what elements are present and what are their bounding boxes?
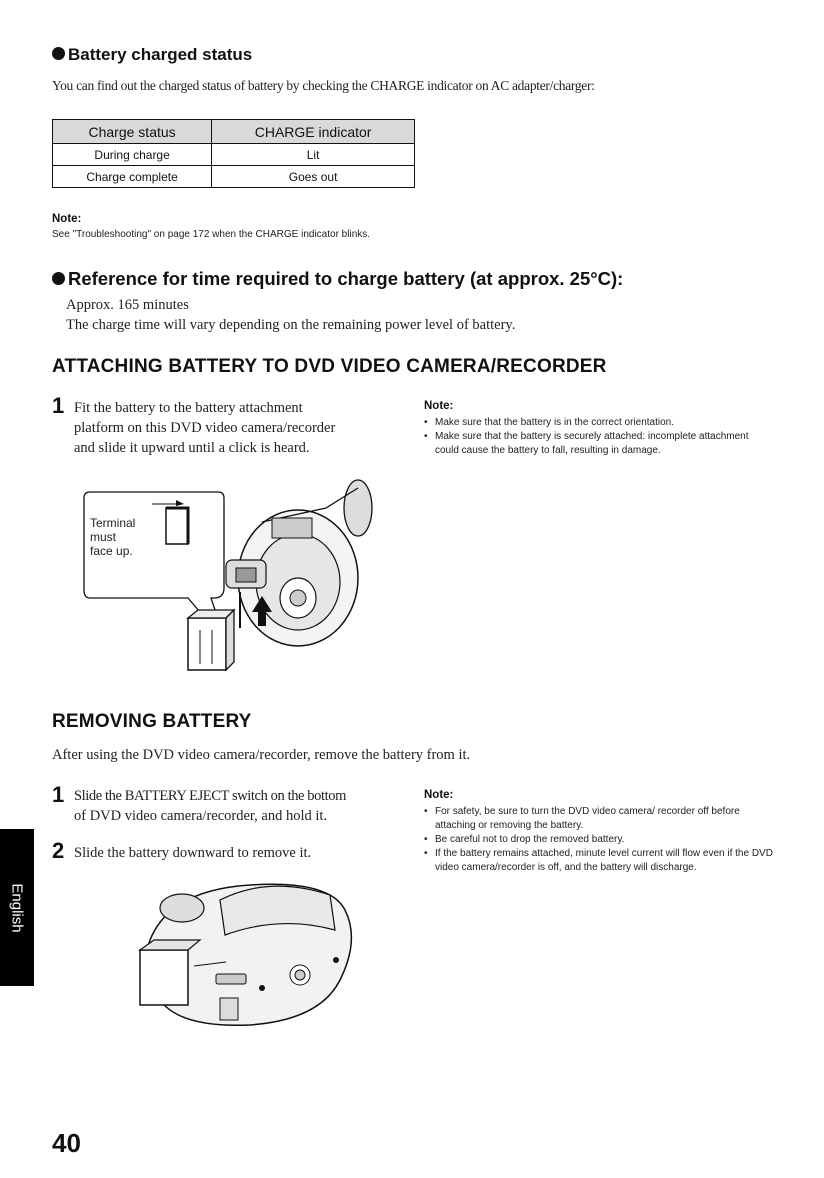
step-number: 1	[52, 393, 65, 418]
text-line: platform on this DVD video camera/recorder	[74, 420, 336, 436]
list-item: • Be careful not to drop the removed battery.	[424, 833, 779, 847]
charge-status-table	[52, 119, 415, 188]
section-title-charged: Battery charged status	[52, 45, 252, 65]
remove-step2-text: Slide the battery downward to remove it.	[74, 845, 312, 861]
text-line: Fit the battery to the battery attachment	[74, 400, 303, 416]
table-header-cell: Charge status	[53, 120, 212, 144]
attach-notes	[424, 416, 774, 458]
camcorder-bottom-illustration	[130, 870, 370, 1030]
language-side-tab	[0, 829, 34, 986]
note-label: Note:	[424, 789, 454, 801]
text-line: Slide the BATTERY EJECT switch on the bottom	[74, 788, 346, 804]
table-cell: During charge	[53, 144, 212, 166]
text-line: and slide it upward until a click is heard.	[74, 440, 310, 456]
step-number: 1	[52, 782, 65, 807]
heading-attaching: ATTACHING BATTERY TO DVD VIDEO CAMERA/RECORDER	[52, 356, 607, 377]
removing-intro: After using the DVD video camera/recorder, remove the battery from it.	[52, 747, 471, 763]
text-line: must	[90, 530, 117, 544]
table-cell: Charge complete	[53, 166, 212, 188]
time-line-1: Approx. 165 minutes	[66, 297, 189, 313]
table-row	[53, 144, 415, 166]
remove-illustration	[130, 870, 370, 1030]
remove-notes	[424, 805, 779, 875]
text-line: Terminal	[90, 516, 136, 530]
remove-step1-text	[74, 786, 414, 826]
heading-removing: REMOVING BATTERY	[52, 711, 252, 732]
callout-text	[90, 516, 135, 558]
bullet-dot-icon	[52, 272, 65, 285]
list-item: • Make sure that the battery is in the correct orientation.	[424, 416, 774, 430]
table-row	[53, 166, 415, 188]
text-line: of DVD video camera/recorder, and hold it.	[74, 808, 328, 824]
note-label: Note:	[424, 400, 454, 412]
note-text: See "Troubleshooting" on page 172 when the CHARGE indicator blinks.	[52, 229, 371, 240]
table-header-cell: CHARGE indicator	[212, 120, 415, 144]
side-tab-label: English	[8, 882, 26, 933]
note-label: Note:	[52, 213, 82, 225]
bullet-dot-icon	[52, 47, 65, 60]
charged-intro: You can find out the charged status of battery by checking the CHARGE indicator on AC adapter/charger:	[52, 78, 595, 93]
list-item: • If the battery remains attached, minute level current will flow even if the DVD video camera/recorder is off, and the battery will discharge.	[424, 847, 779, 875]
attach-step-text	[74, 398, 414, 458]
list-item: • Make sure that the battery is securely attached: incomplete attachment could cause the battery to fall, resulting in damage.	[424, 430, 774, 458]
camcorder-attach-illustration	[66, 478, 386, 678]
text-line: face up.	[90, 544, 133, 558]
list-item: • For safety, be sure to turn the DVD video camera/ recorder off before attaching or removing the battery.	[424, 805, 779, 833]
time-line-2: The charge time will vary depending on the remaining power level of battery.	[66, 317, 516, 333]
table-cell: Goes out	[212, 166, 415, 188]
page-number: 40	[52, 1128, 81, 1158]
table-header-row	[53, 120, 415, 144]
table-cell: Lit	[212, 144, 415, 166]
attach-illustration	[66, 478, 386, 678]
section-title-time: Reference for time required to charge battery (at approx. 25°C):	[52, 268, 623, 290]
step-number: 2	[52, 838, 65, 863]
